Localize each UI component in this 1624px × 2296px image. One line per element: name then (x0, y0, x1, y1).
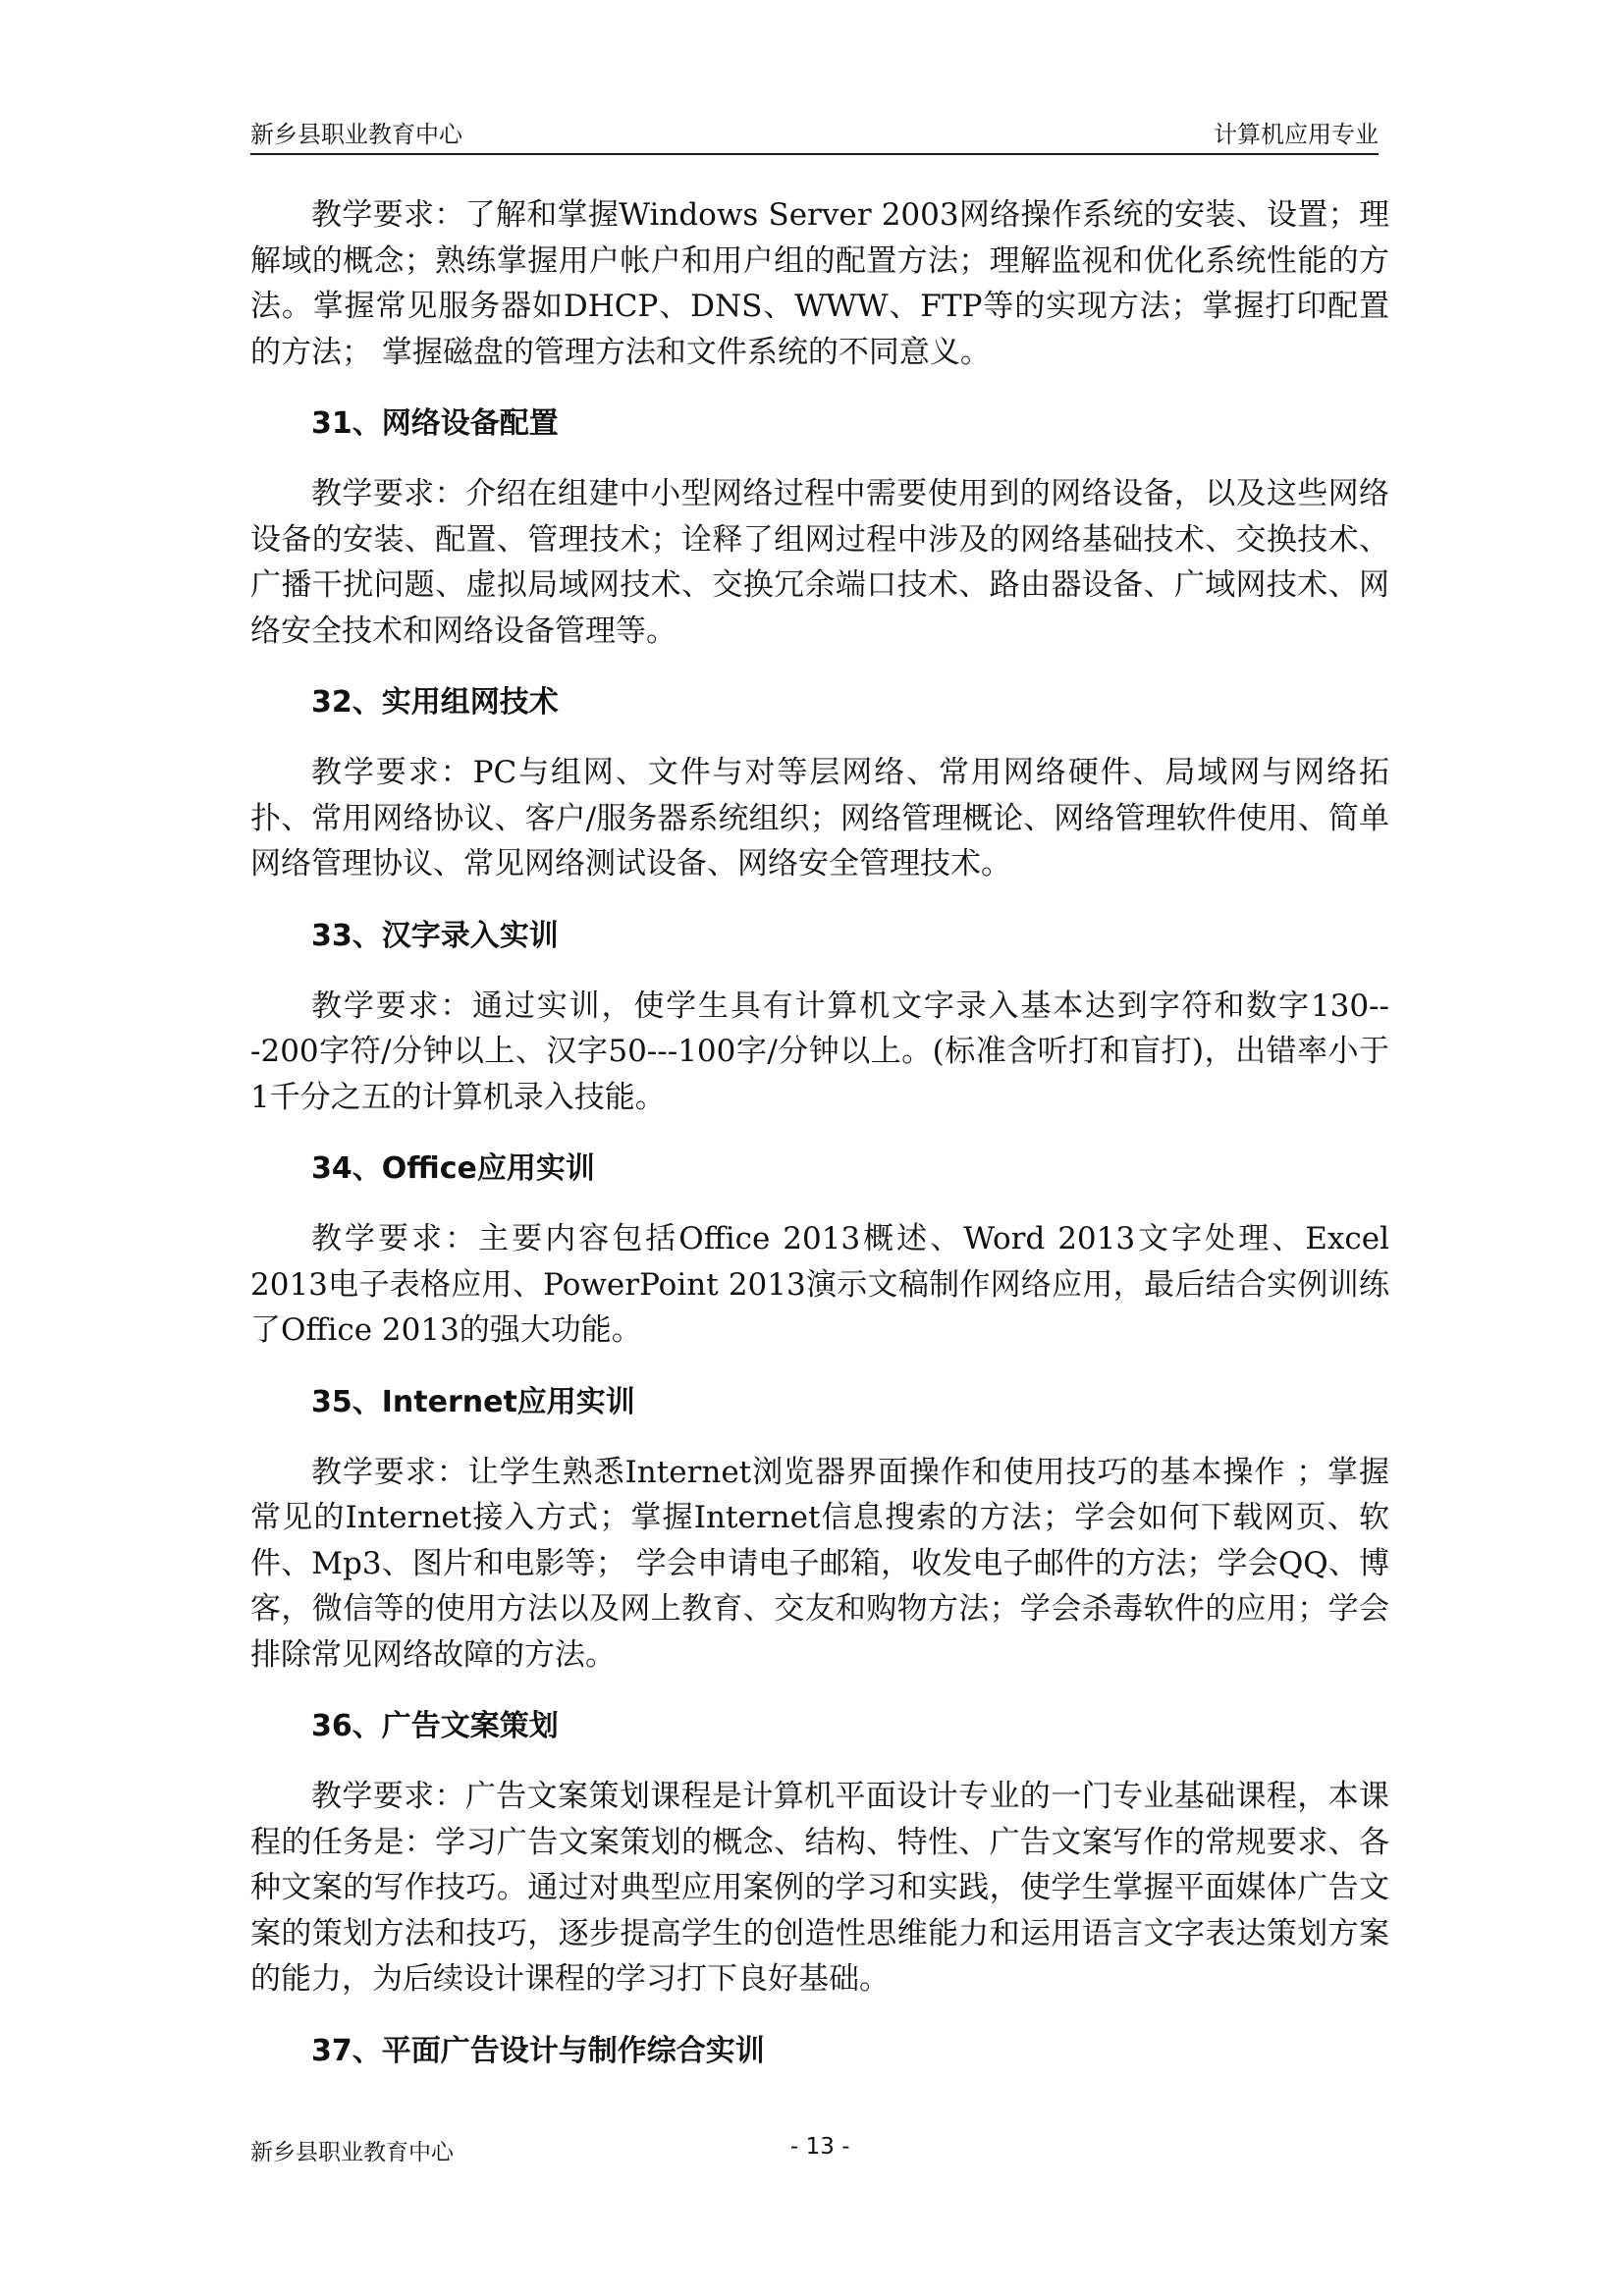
section-text-33: 教学要求：通过实训，使学生具有计算机文字录入基本达到字符和数字130---200字符/分钟以上、汉字50---100字/分钟以上。(标准含听打和盲打)，出错率小于1千分之五的计算机录入技能。 (250, 988, 1389, 1115)
section-heading-35: 35、Internet应用实训 (311, 1384, 635, 1419)
header-major-name: 计算机应用专业 (1214, 121, 1379, 148)
section-text-35: 教学要求：让学生熟悉Internet浏览器界面操作和使用技巧的基本操作 ；掌握常见的Internet接入方式；掌握Internet信息搜索的方法；学会如何下载网页、软件、Mp3、图片和电影等； 学会申请电子邮箱，收发电子邮件的方法；学会QQ、博客，微信等的使用方法以及网上教育、交友和购物方法；学会杀毒软件的应用；学会排除常见网络故障的方法。 (250, 1454, 1389, 1673)
header-school-name: 新乡县职业教育中心 (250, 121, 462, 148)
section-heading-36: 36、广告文案策划 (311, 1709, 559, 1743)
intro-paragraph: 教学要求：了解和掌握Windows Server 2003网络操作系统的安装、设置；理解域的概念；熟练掌握用户帐户和用户组的配置方法；理解监视和优化系统性能的方法。掌握常见服务器如DHCP、DNS、WWW、FTP等的实现方法；掌握打印配置的方法； 掌握磁盘的管理方法和文件系统的不同意义。 (250, 197, 1389, 370)
section-text-31: 教学要求：介绍在组建中小型网络过程中需要使用到的网络设备，以及这些网络设备的安装、配置、管理技术；诠释了组网过程中涉及的网络基础技术、交换技术、广播干扰问题、虚拟局域网技术、交换冗余端口技术、路由器设备、广域网技术、网络安全技术和网络设备管理等。 (250, 476, 1389, 649)
footer-school-name: 新乡县职业教育中心 (250, 2140, 454, 2165)
page-header (250, 110, 1379, 155)
section-heading-33: 33、汉字录入实训 (311, 918, 559, 953)
section-heading-31: 31、网络设备配置 (311, 406, 559, 441)
section-text-34: 教学要求：主要内容包括Office 2013概述、Word 2013文字处理、Excel 2013电子表格应用、PowerPoint 2013演示文稿制作网络应用，最后结合实例训练了Office 2013的强大功能。 (250, 1221, 1389, 1348)
page-number: - 13 - (790, 2134, 850, 2160)
section-text-36: 教学要求：广告文案策划课程是计算机平面设计专业的一门专业基础课程，本课程的任务是：学习广告文案策划的概念、结构、特性、广告文案写作的常规要求、各种文案的写作技巧。通过对典型应用案例的学习和实践，使学生掌握平面媒体广告文案的策划方法和技巧，逐步提高学生的创造性思维能力和运用语言文字表达策划方案的能力，为后续设计课程的学习打下良好基础。 (250, 1779, 1389, 1997)
page-footer (250, 2134, 1380, 2167)
page-content (250, 192, 1389, 2099)
section-heading-34: 34、Office应用实训 (311, 1151, 595, 1186)
section-heading-32: 32、实用组网技术 (311, 685, 559, 720)
section-heading-37: 37、平面广告设计与制作综合实训 (311, 2033, 765, 2068)
section-text-32: 教学要求：PC与组网、文件与对等层网络、常用网络硬件、局域网与网络拓扑、常用网络协议、客户/服务器系统组织；网络管理概论、网络管理软件使用、简单网络管理协议、常见网络测试设备、网络安全管理技术。 (250, 755, 1389, 881)
